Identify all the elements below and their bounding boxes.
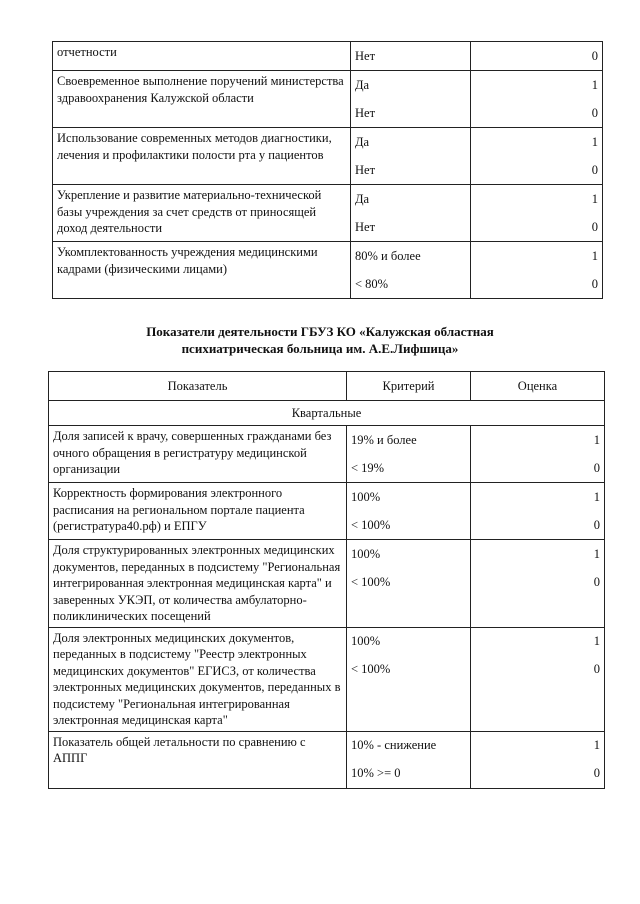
criterion-cell <box>347 483 471 540</box>
table-row <box>53 242 603 299</box>
criterion-value: 10% >= 0 <box>351 766 401 781</box>
score-value: 1 <box>591 191 598 206</box>
criterion-value: Нет <box>355 219 376 234</box>
score-cell <box>471 627 605 731</box>
score-cell <box>471 71 603 128</box>
criterion-value: 19% и более <box>351 432 417 447</box>
criterion-value: Да <box>355 134 370 149</box>
table-row <box>53 71 603 128</box>
section-heading-line2: психиатрическая больница им. А.Е.Лифшица» <box>181 340 459 356</box>
score-value: 1 <box>593 489 600 504</box>
score-value: 0 <box>593 766 600 781</box>
criterion-cell <box>351 42 471 71</box>
score-value: 1 <box>593 738 600 753</box>
criterion-value: 100% <box>351 546 381 561</box>
criterion-value: 100% <box>351 634 381 649</box>
criterion-value: 100% <box>351 489 381 504</box>
criterion-value: Нет <box>355 105 376 120</box>
score-cell <box>471 128 603 185</box>
score-value: 1 <box>593 546 600 561</box>
score-value: 0 <box>591 162 598 177</box>
score-value: 1 <box>593 432 600 447</box>
score-cell <box>471 483 605 540</box>
score-cell <box>471 426 605 483</box>
criterion-value: < 19% <box>351 460 385 475</box>
criterion-value: < 100% <box>351 574 391 589</box>
indicators-table-continued <box>52 41 603 299</box>
criterion-value: Да <box>355 77 370 92</box>
header-criterion: Критерий <box>347 372 471 401</box>
table-row <box>49 627 605 731</box>
criterion-cell <box>347 426 471 483</box>
score-value: 0 <box>591 276 598 291</box>
table-row <box>49 483 605 540</box>
table-row <box>49 540 605 628</box>
score-cell <box>471 42 603 71</box>
criterion-value: 80% и более <box>355 248 421 263</box>
criterion-cell <box>347 731 471 788</box>
indicator-cell: Своевременное выполнение поручений министерства здравоохранения Калужской области <box>53 71 351 128</box>
criterion-cell <box>351 71 471 128</box>
indicator-cell: Доля электронных медицинских документов, переданных в подсистему "Реестр электронных медицинских документов" ЕГИСЗ, от количества электронных медицинских документов, переданных в подсистему "Региональная интегрированная электронная медицинская карта" <box>49 627 347 731</box>
criterion-cell <box>351 185 471 242</box>
criterion-value: Нет <box>355 162 376 177</box>
score-value: 1 <box>591 248 598 263</box>
criterion-cell <box>351 128 471 185</box>
table-row <box>49 426 605 483</box>
criterion-cell <box>351 242 471 299</box>
score-value: 0 <box>593 662 600 677</box>
indicator-cell: отчетности <box>53 42 351 71</box>
table-row <box>53 42 603 71</box>
score-value: 0 <box>591 219 598 234</box>
criterion-value: Да <box>355 191 370 206</box>
indicator-cell: Доля записей к врачу, совершенных гражданами без очного обращения в регистратуру медицинской организации <box>49 426 347 483</box>
score-cell <box>471 540 605 628</box>
section-row <box>49 401 605 426</box>
score-value: 1 <box>593 634 600 649</box>
indicator-cell: Укомплектованность учреждения медицинскими кадрами (физическими лицами) <box>53 242 351 299</box>
indicator-cell: Использование современных методов диагностики, лечения и профилактики полости рта у пациентов <box>53 128 351 185</box>
criterion-value: < 80% <box>355 276 389 291</box>
header-score: Оценка <box>471 372 605 401</box>
table-row <box>53 185 603 242</box>
score-value: 0 <box>591 105 598 120</box>
score-value: 0 <box>593 460 600 475</box>
table-row <box>49 731 605 788</box>
criterion-value: < 100% <box>351 517 391 532</box>
criterion-value: < 100% <box>351 662 391 677</box>
score-value: 1 <box>591 134 598 149</box>
criterion-cell <box>347 540 471 628</box>
indicator-cell: Доля структурированных электронных медицинских документов, переданных в подсистему "Региональная интегрированная электронная медицинская карта" и заверенных УКЭП, от количества амбулаторно-поликлинических посещений <box>49 540 347 628</box>
criterion-value: 10% - снижение <box>351 738 437 753</box>
header-indicator: Показатель <box>49 372 347 401</box>
table-row <box>53 128 603 185</box>
score-value: 0 <box>593 517 600 532</box>
section-heading <box>0 324 640 358</box>
hospital-indicators-table <box>48 371 605 789</box>
indicator-cell: Показатель общей летальности по сравнению с АППГ <box>49 731 347 788</box>
indicator-cell: Корректность формирования электронного расписания на региональном портале пациента (регистратура40.рф) и ЕПГУ <box>49 483 347 540</box>
section-heading-line1: Показатели деятельности ГБУЗ КО «Калужская областная <box>146 324 494 339</box>
score-cell <box>471 242 603 299</box>
score-value: 0 <box>591 48 598 63</box>
score-value: 1 <box>591 77 598 92</box>
score-cell <box>471 731 605 788</box>
criterion-value: Нет <box>355 48 376 63</box>
table-header-row <box>49 372 605 401</box>
score-cell <box>471 185 603 242</box>
criterion-cell <box>347 627 471 731</box>
section-label: Квартальные <box>49 401 605 426</box>
indicator-cell: Укрепление и развитие материально-технической базы учреждения за счет средств от приносящей доход деятельности <box>53 185 351 242</box>
score-value: 0 <box>593 574 600 589</box>
